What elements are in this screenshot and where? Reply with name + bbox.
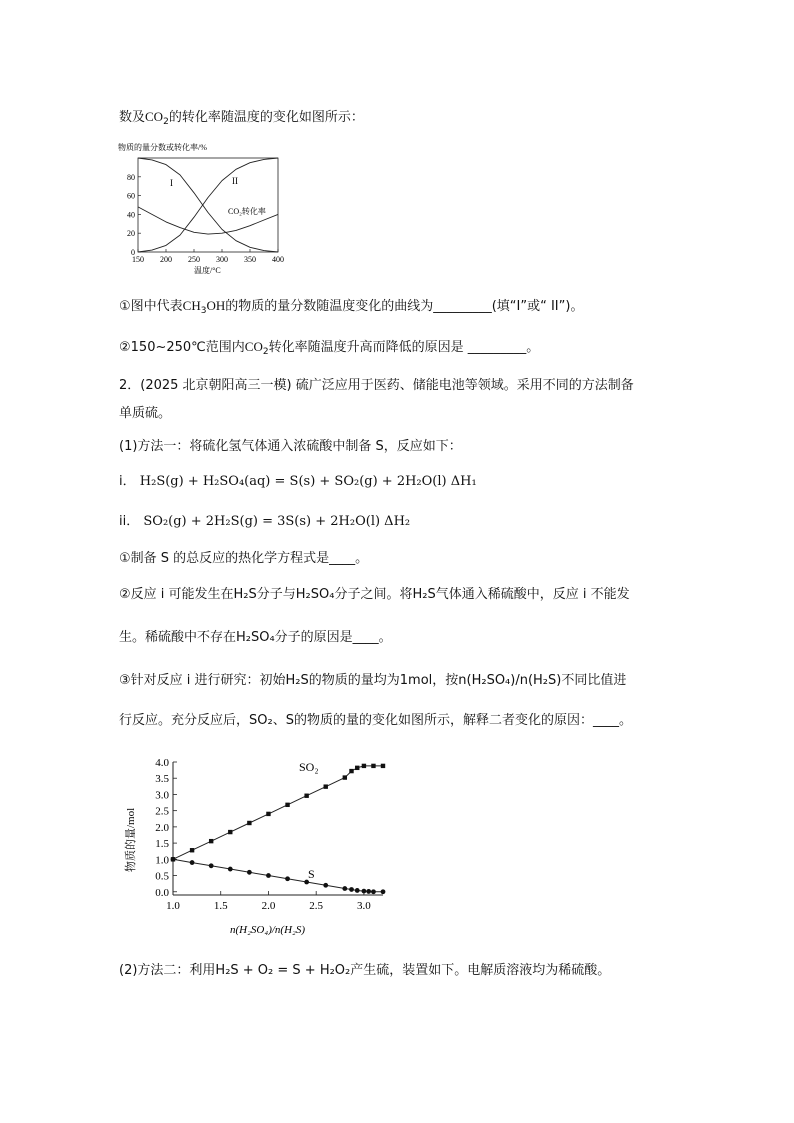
- series-label-s: S: [308, 867, 315, 881]
- s-data-point: [190, 860, 195, 865]
- chart2-series-line-2: [173, 859, 383, 892]
- chart2-y-tick-label: 1.0: [155, 854, 169, 867]
- q2-text-a: ②150~250℃范围内: [119, 340, 245, 355]
- sub-question-2-b: 生。稀硫酸中不存在H₂SO₄分子的原因是____。: [119, 630, 392, 645]
- chart1-frame: [138, 158, 278, 252]
- chart2-y-tick-label: 0.0: [155, 886, 169, 899]
- s-data-point: [342, 886, 347, 891]
- chart1-x-tick-label: 300: [216, 255, 228, 264]
- chart1-y-tick-label: 80: [127, 172, 135, 182]
- so2-data-point: [349, 769, 353, 773]
- so2-data-point: [324, 784, 328, 788]
- s-data-point: [266, 873, 271, 878]
- so2-data-point: [285, 803, 289, 807]
- s-data-point: [171, 857, 176, 862]
- q2-co2: CO: [244, 339, 263, 354]
- s-data-point: [362, 889, 367, 894]
- chart1-y-tick-label: 60: [127, 191, 135, 201]
- ch3oh-oh: OH: [206, 298, 226, 313]
- chart2-y-tick-label: 3.5: [155, 773, 169, 786]
- sub-question-3-a: ③针对反应 i 进行研究：初始H₂S的物质的量均为1mol，按n(H₂SO₄)/n(H₂S)不同比值进: [119, 673, 627, 688]
- chart2-y-tick-label: 0.5: [155, 870, 169, 883]
- method-1: (1)方法一：将硫化氢气体通入浓硫酸中制备 S，反应如下：: [119, 439, 462, 454]
- s-data-point: [381, 889, 386, 894]
- question-1: [119, 297, 583, 316]
- intro-text-a: 数及: [119, 110, 146, 125]
- chart-so2-s-amount: [118, 750, 408, 940]
- reaction-i: [119, 473, 477, 491]
- chart1-y-tick-label: 0: [131, 248, 135, 257]
- chart2-series-line-1: [173, 766, 383, 859]
- so2-data-point: [304, 794, 308, 798]
- curve-label-ii: II: [232, 176, 238, 186]
- s-data-point: [349, 887, 354, 892]
- reaction-i-label: i．: [119, 474, 136, 489]
- so2-data-point: [209, 839, 213, 843]
- chart1-y-axis-label: 物质的量分数或转化率/%: [118, 143, 207, 152]
- chart1-x-tick-label: 150: [132, 255, 144, 264]
- curve-label-i: I: [170, 178, 173, 188]
- sub-question-3-b: 行反应。充分反应后，SO₂、S的物质的量的变化如图所示，解释二者变化的原因：____。: [119, 713, 632, 728]
- problem-2-line-b: 单质硫。: [119, 406, 172, 421]
- chart2-y-tick-label: 4.0: [155, 757, 169, 769]
- chart1-x-axis-label: 温度/°C: [194, 266, 221, 275]
- chart2-x-tick-label: 1.0: [166, 900, 180, 912]
- co2-subscript: 2: [163, 117, 169, 127]
- series-label-so2: SO₂: [299, 760, 319, 774]
- ch3oh-ch: CH: [182, 298, 201, 313]
- reaction-ii-label: ii．: [119, 514, 140, 529]
- chart2-y-tick-label: 1.5: [155, 838, 169, 851]
- chart2-y-axis-label: 物质的量/mol: [125, 807, 137, 872]
- so2-data-point: [228, 830, 232, 834]
- chart2-y-tick-label: 2.5: [155, 805, 169, 818]
- sub-question-1: ①制备 S 的总反应的热化学方程式是____。: [119, 551, 369, 566]
- chart2-y-tick-label: 2.0: [155, 821, 169, 834]
- q1-text-a: ①图中代表: [119, 299, 183, 314]
- chart2-x-tick-label: 2.0: [261, 900, 276, 912]
- s-data-point: [371, 889, 376, 894]
- so2-data-point: [343, 775, 347, 779]
- s-data-point: [247, 870, 252, 875]
- chart1-x-tick-label: 350: [244, 255, 256, 264]
- s-data-point: [323, 883, 328, 888]
- s-data-point: [228, 867, 233, 872]
- chart2-x-axis-label: n(H₂SO₄)/n(H₂S): [230, 924, 306, 936]
- s-data-point: [285, 876, 290, 881]
- chart-mole-fraction: [118, 140, 298, 280]
- reaction-ii: [119, 513, 410, 531]
- so2-data-point: [381, 764, 385, 768]
- s-data-point: [209, 863, 214, 868]
- ch3oh-sub: 3: [200, 306, 207, 316]
- chart1-series-line-1: [138, 158, 278, 252]
- intro-text-b: 的转化率随温度的变化如图所示：: [168, 110, 364, 125]
- chart1-x-tick-label: 250: [188, 255, 200, 264]
- so2-data-point: [266, 812, 270, 816]
- sub-question-2-a: ②反应 i 可能发生在H₂S分子与H₂SO₄分子之间。将H₂S气体通入稀硫酸中，反应 i 不能发: [119, 587, 630, 602]
- intro-line: [119, 108, 364, 127]
- method-2: (2)方法二：利用H₂S + O₂ = S + H₂O₂产生硫，装置如下。电解质溶液均为稀硫酸。: [119, 963, 611, 978]
- chart1-y-tick-label: 40: [127, 210, 135, 220]
- chart1-x-tick-label: 200: [160, 255, 172, 264]
- reaction-ii-equation: SO₂(g) + 2H₂S(g) = 3S(s) + 2H₂O(l) ΔH₂: [143, 514, 411, 529]
- chart2-x-tick-label: 2.5: [309, 900, 324, 912]
- reaction-i-equation: H₂S(g) + H₂SO₄(aq) = S(s) + SO₂(g) + 2H₂O(l) ΔH₁: [139, 474, 477, 489]
- question-2: [119, 338, 539, 357]
- chart1-series-line-2: [138, 158, 278, 252]
- q2-co2-sub: 2: [262, 347, 269, 357]
- co2-formula: CO: [145, 109, 164, 124]
- so2-data-point: [371, 764, 375, 768]
- problem-2-line-a: 2．(2025 北京朝阳高三一模) 硫广泛应用于医药、储能电池等领域。采用不同的方法制备: [119, 378, 634, 393]
- s-data-point: [366, 889, 371, 894]
- so2-data-point: [247, 821, 251, 825]
- so2-data-point: [355, 766, 359, 770]
- chart2-x-tick-label: 1.5: [213, 900, 228, 912]
- chart1-y-tick-label: 20: [127, 229, 135, 239]
- chart1-x-tick-label: 400: [272, 255, 284, 264]
- q2-text-b: 转化率随温度升高而降低的原因是 _________。: [268, 340, 540, 355]
- so2-data-point: [190, 848, 194, 852]
- so2-data-point: [362, 764, 366, 768]
- q1-text-b: 的物质的量分数随温度变化的曲线为_________(填“I”或“ II”)。: [225, 299, 584, 314]
- curve-label-co2: CO₂转化率: [228, 207, 266, 216]
- chart2-x-tick-label: 3.0: [357, 900, 371, 912]
- s-data-point: [355, 888, 360, 893]
- chart2-y-tick-label: 3.0: [155, 789, 169, 802]
